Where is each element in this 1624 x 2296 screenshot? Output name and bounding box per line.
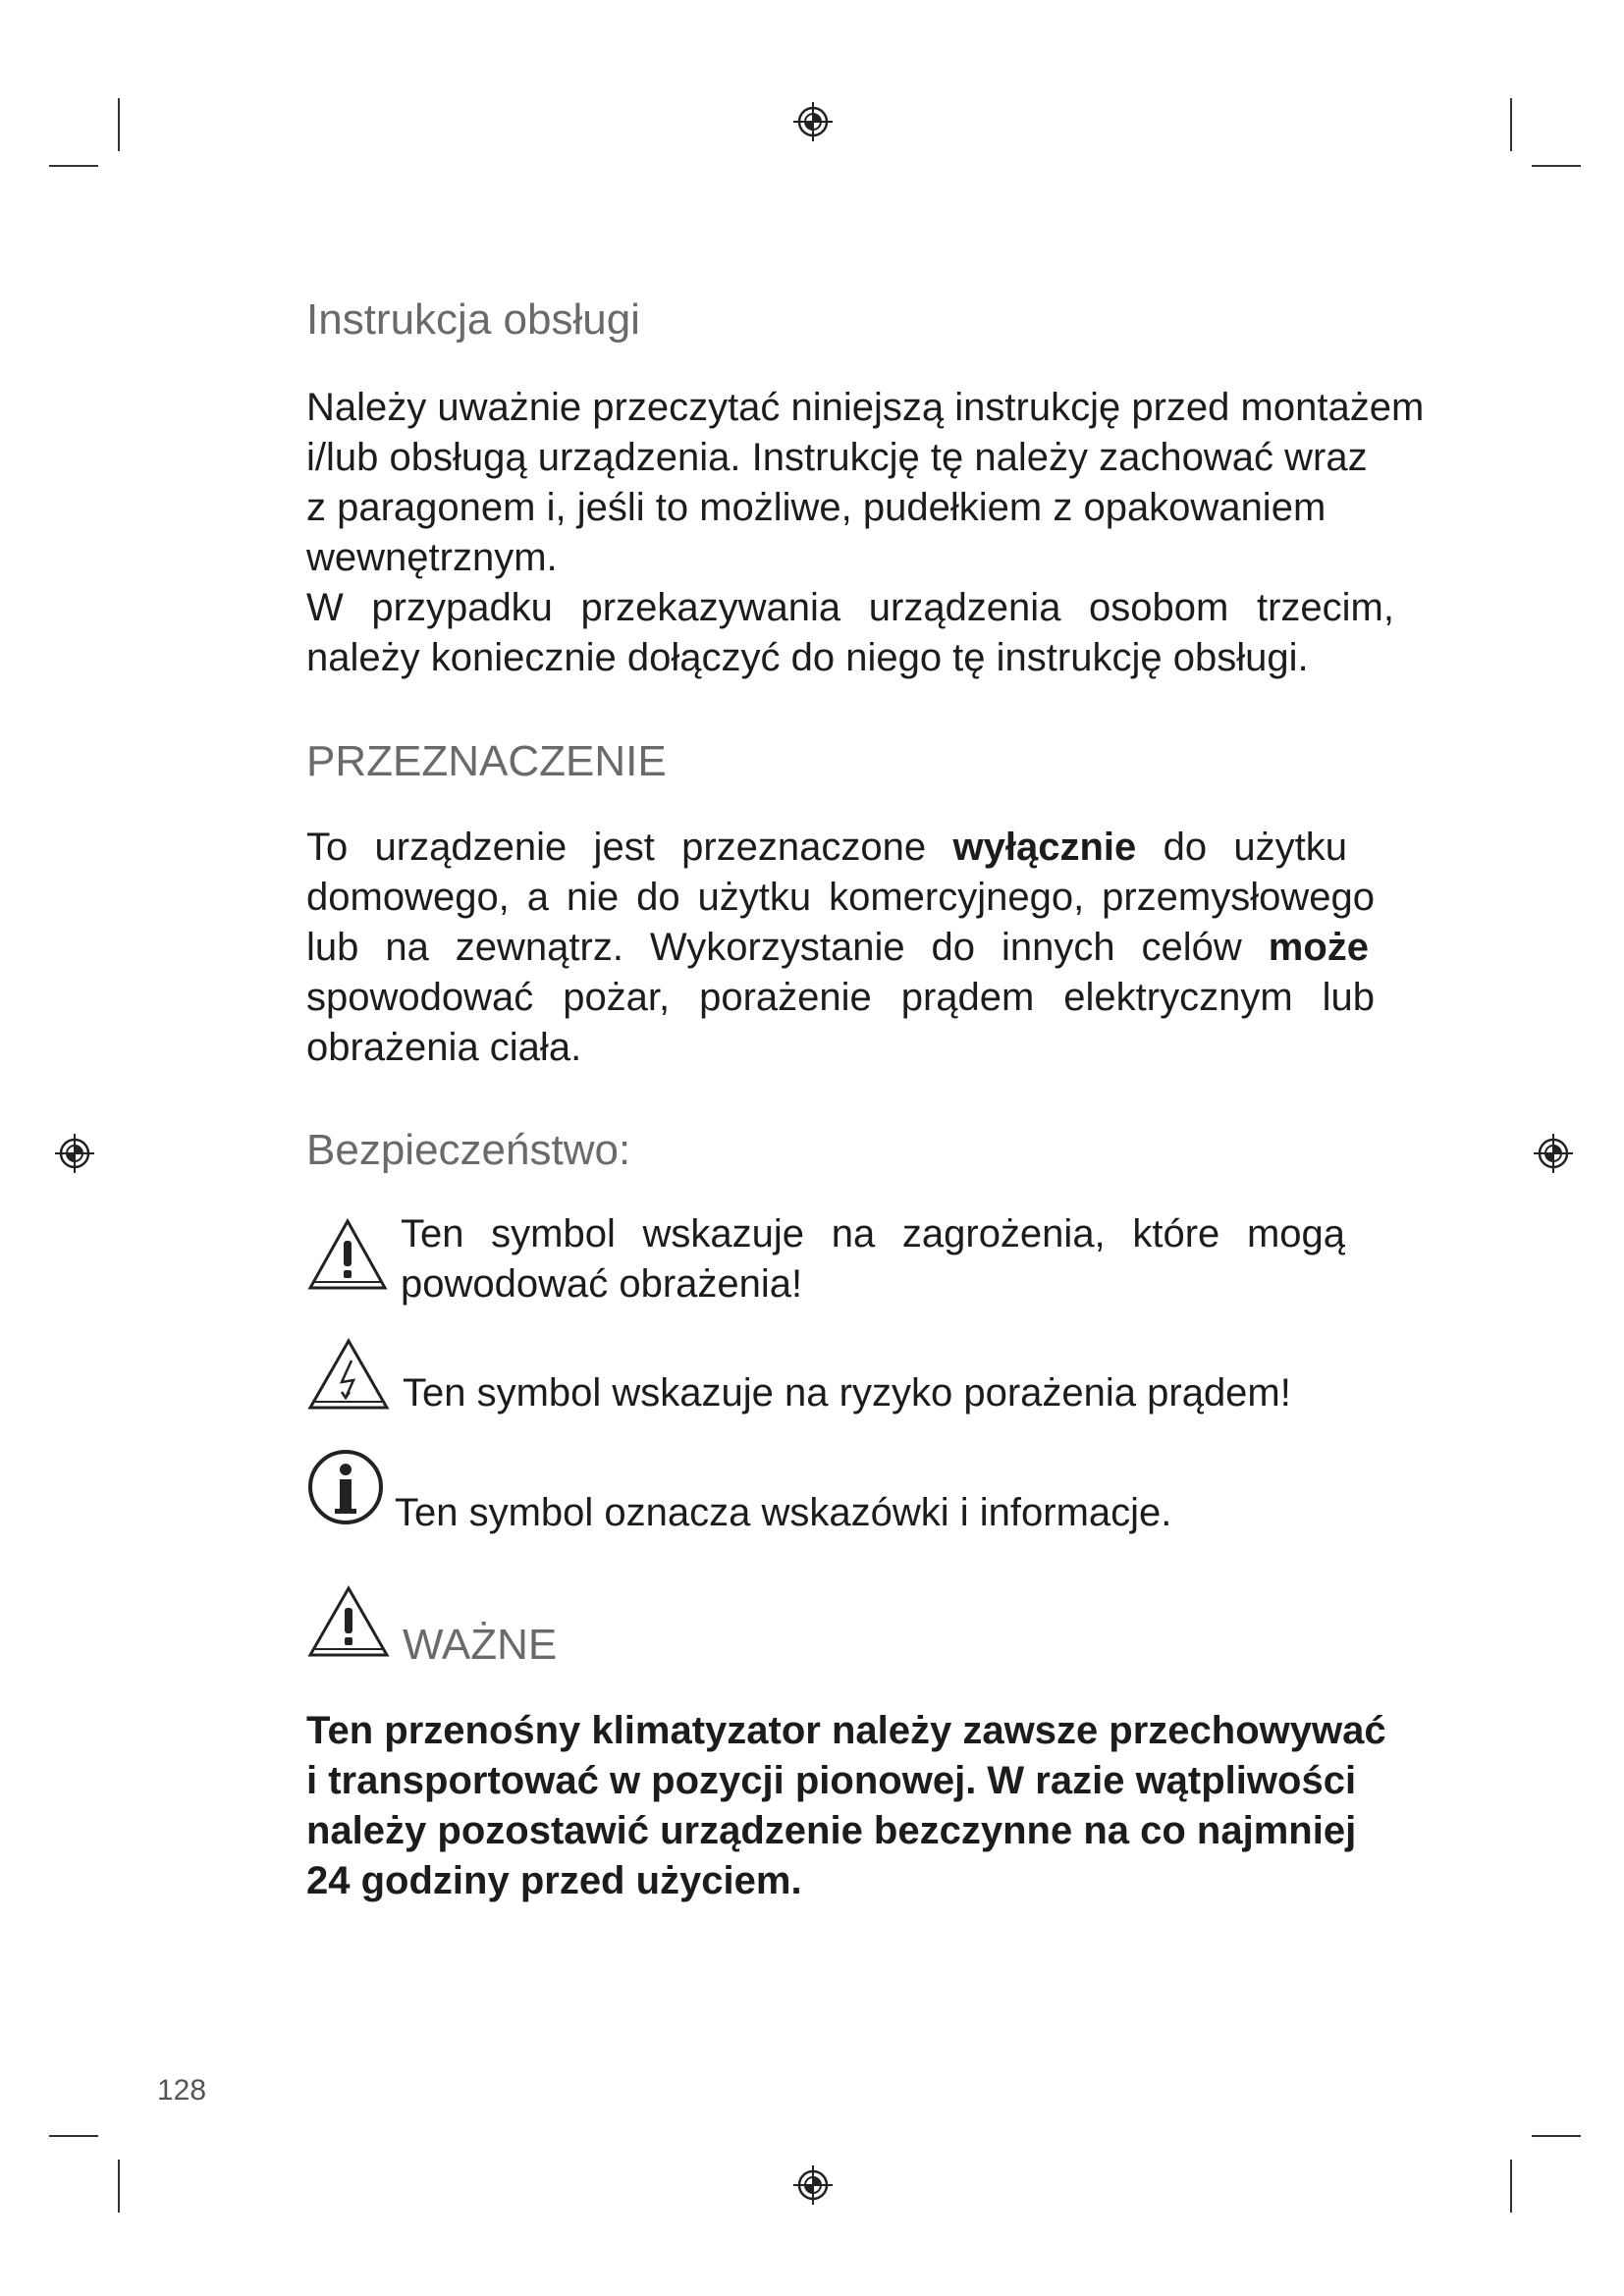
paragraph-line: Ten symbol wskazuje na zagrożenia, które mogą	[401, 1212, 1345, 1255]
crop-mark-bottom-left	[118, 2160, 120, 2213]
paragraph-line: lub na zewnątrz. Wykorzystanie do innych celów może	[306, 926, 1369, 969]
info-description: Ten symbol oznacza wskazówki i informacje.	[395, 1491, 1172, 1534]
shock-description: Ten symbol wskazuje na ryzyko porażenia prądem!	[403, 1371, 1291, 1415]
registration-mark-icon	[53, 1132, 96, 1175]
paragraph-line: domowego, a nie do użytku komercyjnego, przemysłowego	[306, 876, 1375, 919]
section-title-purpose: PRZEZNACZENIE	[306, 737, 667, 785]
bold-emphasis: może	[1268, 926, 1369, 969]
purpose-paragraph	[306, 823, 1386, 1073]
paragraph-line: i/lub obsługą urządzenia. Instrukcję tę należy zachować wraz	[306, 436, 1368, 479]
registration-mark-icon	[1532, 1132, 1575, 1175]
paragraph-line: Należy uważnie przeczytać niniejszą instrukcję przed montażem	[306, 386, 1425, 429]
crop-mark-top-right-h	[1532, 165, 1581, 167]
paragraph-line: należy pozostawić urządzenie bezczynne na co najmniej	[306, 1809, 1357, 1852]
crop-mark-top-left-h	[49, 165, 98, 167]
registration-mark-icon	[791, 2163, 835, 2207]
paragraph-line: należy koniecznie dołączyć do niego tę instrukcję obsługi.	[306, 636, 1309, 679]
crop-mark-top-left	[118, 98, 120, 151]
important-paragraph	[306, 1706, 1445, 1906]
warning-description	[401, 1209, 1345, 1309]
section-title-instructions: Instrukcja obsługi	[306, 295, 640, 344]
important-warning-icon	[306, 1584, 391, 1659]
instructions-paragraph	[306, 383, 1445, 683]
crop-mark-bottom-left-h	[49, 2135, 98, 2137]
paragraph-line: spowodować pożar, porażenie prądem elektrycznym lub	[306, 976, 1375, 1019]
info-icon	[306, 1448, 385, 1526]
electric-shock-icon	[306, 1337, 391, 1412]
paragraph-line: i transportować w pozycji pionowej. W razie wątpliwości	[306, 1759, 1357, 1802]
crop-mark-bottom-right-h	[1532, 2135, 1581, 2137]
paragraph-line: z paragonem i, jeśli to możliwe, pudełkiem z opakowaniem	[306, 486, 1326, 529]
paragraph-line: 24 godziny przed użyciem.	[306, 1859, 802, 1902]
paragraph-line: W przypadku przekazywania urządzenia osobom trzecim,	[306, 586, 1394, 629]
crop-mark-bottom-right	[1510, 2160, 1512, 2213]
paragraph-line: Ten przenośny klimatyzator należy zawsze przechowywać	[306, 1709, 1386, 1752]
paragraph-line: wewnętrznym.	[306, 536, 558, 579]
registration-mark-icon	[791, 100, 835, 143]
warning-triangle-icon	[306, 1217, 389, 1292]
section-title-important: WAŻNE	[403, 1621, 558, 1669]
page-number: 128	[157, 2074, 207, 2107]
section-title-safety: Bezpieczeństwo:	[306, 1126, 631, 1174]
paragraph-line: powodować obrażenia!	[401, 1262, 803, 1306]
paragraph-line: obrażenia ciała.	[306, 1026, 582, 1069]
paragraph-line: To urządzenie jest przeznaczone wyłącznie do użytku	[306, 826, 1348, 869]
crop-mark-top-right	[1510, 98, 1512, 151]
bold-emphasis: wyłącznie	[952, 826, 1137, 869]
